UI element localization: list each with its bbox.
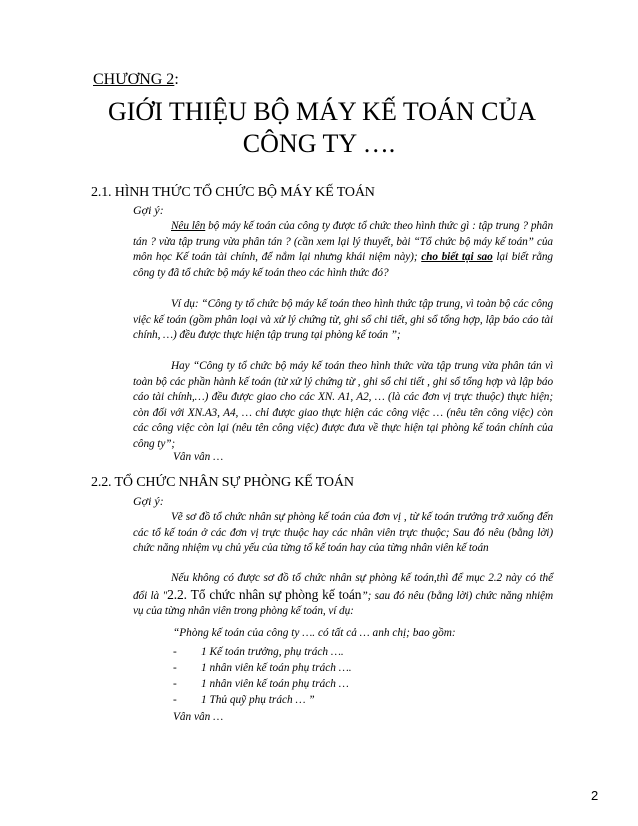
list-item — [173, 645, 344, 661]
list-item-text: 1 Thủ quỹ phụ trách … ” — [201, 694, 315, 706]
etc-2-2: Vân vân … — [173, 711, 224, 723]
hint-label-2-2: Gợi ý: — [133, 494, 164, 508]
staff-quote: “Phòng kế toán của công ty …. có tất cả … anh chị; bao gồm: — [173, 627, 456, 639]
paragraph-text: bộ máy kế toán của công ty được tổ chức theo hình thức gì : tập trung ? phân tán ? vừa tập trung vừa phân tán ? (cần xem lại lý thuyết, bài “Tổ chức bộ máy kế toán” của môn học Kế toán tài chính, để nắm lại nhưng khái niệm này); — [133, 220, 554, 263]
list-item-text: 1 nhân viên kế toán phụ trách …. — [201, 662, 352, 674]
list-item — [173, 693, 315, 709]
paragraph-2-2-alternative — [133, 571, 553, 620]
emphasis-neu-len: Nêu lên — [171, 220, 206, 232]
list-item-text: 1 nhân viên kế toán phụ trách … — [201, 678, 349, 690]
paragraph-text: Nếu không có được sơ đồ tổ chức nhân sự phòng kế toán,thì để mục 2.2 này có thể đổi là " — [133, 572, 553, 602]
list-dash: - — [173, 678, 177, 690]
paragraph-text: lại biết rằng công ty đã tổ chức bộ máy kế toán theo các hình thức đó? — [133, 251, 553, 279]
chapter-label — [93, 71, 179, 89]
paragraph-text: ”; sau đó nêu (bằng lời) chức năng nhiệm vụ của từng nhân viên trong phòng kế toán, ví dụ: — [133, 589, 554, 617]
paragraph-2-1-alternative: Hay “Công ty tổ chức bộ máy kế toán theo hình thức vừa tập trung vừa phân tán vì toàn bộ các phần hành kế toán (từ xử lý chứng từ , ghi sổ chi tiết , ghi sổ tổng hợp và lập báo cáo tài chính,…) đều được giao cho các XN. A1, A2, … (là các đơn vị trực thuộc) thực hiện; còn đối với XN.A3, A4, … chỉ được giao thực hiện các công việc … (nêu tên công việc) còn các công việc còn lại (nêu tên công việc) được đưa về thực hiện tại phòng kế toán chính của công ty”; — [133, 360, 553, 450]
paragraph-2-1-example: Ví dụ: “Công ty tổ chức bộ máy kế toán theo hình thức tập trung, vì toàn bộ các công việc kế toán (gồm phân loại và xử lý chứng từ, ghi sổ chi tiết, ghi sổ tổng hợp, lập báo cáo tài chính, …) đều được thực hiện tập trung tại phòng kế toán ”; — [133, 298, 553, 341]
chapter-label-text: CHƯƠNG 2 — [93, 71, 175, 88]
list-dash: - — [173, 646, 177, 658]
inline-heading: 2.2. Tổ chức nhân sự phòng kế toán — [167, 586, 362, 602]
document-title-line1: GIỚI THIỆU BỘ MÁY KẾ TOÁN CỦA — [107, 97, 537, 126]
paragraph-2-2-chart: Vẽ sơ đồ tổ chức nhân sự phòng kế toán của đơn vị , từ kế toán trưởng trở xuống đến các tổ kế toán ở các đơn vị trực thuộc hay các nhân viên trực thuộc; Sau đó nêu (bằng lời) chức năng nhiệm vụ chủ yếu của từng tổ kế toán hay của từng nhân viên kế toán — [133, 511, 553, 554]
emphasis-cho-biet: cho biết tại sao — [421, 251, 493, 263]
etc-2-1: Vân vân … — [173, 451, 224, 463]
section-heading-2-2: 2.2. TỔ CHỨC NHÂN SỰ PHÒNG KẾ TOÁN — [91, 475, 354, 490]
section-heading-2-1: 2.1. HÌNH THỨC TỔ CHỨC BỘ MÁY KẾ TOÁN — [91, 185, 375, 200]
list-dash: - — [173, 694, 177, 706]
paragraph-2-1-intro — [133, 219, 553, 281]
hint-label-2-1: Gợi ý: — [133, 203, 164, 217]
list-dash: - — [173, 662, 177, 674]
document-title-line2: CÔNG TY …. — [242, 129, 396, 158]
list-item-text: 1 Kế toán trưởng, phụ trách …. — [201, 646, 344, 658]
list-item — [173, 661, 352, 677]
page-number: 2 — [591, 788, 599, 803]
list-item — [173, 677, 349, 693]
chapter-colon: : — [174, 71, 179, 88]
